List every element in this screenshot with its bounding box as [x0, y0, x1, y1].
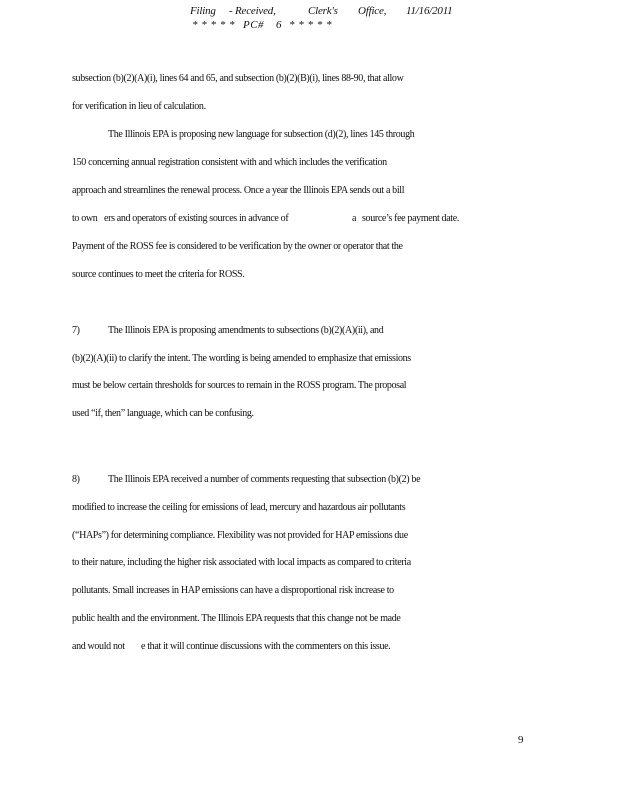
body-line: subsection (b)(2)(A)(i), lines 64 and 65, and subsection (b)(2)(B)(i), lines 88-90, that allow [72, 73, 404, 84]
body-line: and would not [72, 641, 125, 652]
body-line: The Illinois EPA received a number of comments requesting that subsection (b)(2) be [108, 474, 421, 485]
body-line: The Illinois EPA is proposing new language for subsection (d)(2), lines 145 through [108, 129, 415, 140]
body-line: approach and streamlines the renewal process. Once a year the Illinois EPA sends out a bill [72, 185, 405, 196]
body-line: Payment of the ROSS fee is considered to be verification by the owner or operator that the [72, 241, 403, 252]
stamp-pc-number: 6 [276, 19, 282, 31]
item-number-7: 7) [72, 325, 80, 336]
body-line: (“HAPs”) for determining compliance. Flexibility was not provided for HAP emissions due [72, 530, 408, 541]
stamp-pc-label: PC# [243, 19, 265, 31]
body-line: source continues to meet the criteria for ROSS. [72, 269, 245, 280]
stamp-filing: Filing [190, 5, 216, 17]
body-line: (b)(2)(A)(ii) to clarify the intent. The wording is being amended to emphasize that emissions [72, 353, 411, 364]
body-line: must be below certain thresholds for sources to remain in the ROSS program. The proposal [72, 380, 407, 391]
body-line: source’s fee payment date. [362, 213, 459, 224]
body-line: The Illinois EPA is proposing amendments to subsections (b)(2)(A)(ii), and [108, 325, 384, 336]
stamp-received: - Received, [229, 5, 276, 17]
body-line: a [352, 213, 357, 224]
stamp-clerks: Clerk's [308, 5, 338, 17]
body-line: to their nature, including the higher risk associated with local impacts as compared to criteria [72, 557, 411, 568]
stamp-stars-right: * * * * * [289, 19, 332, 31]
stamp-office: Office, [358, 5, 387, 17]
body-line: to own [72, 213, 98, 224]
body-line: for verification in lieu of calculation. [72, 101, 206, 112]
body-line: ers and operators of existing sources in advance of [104, 213, 289, 224]
page-number: 9 [518, 734, 524, 746]
stamp-date: 11/16/2011 [406, 5, 453, 17]
body-line: modified to increase the ceiling for emissions of lead, mercury and hazardous air pollutants [72, 502, 406, 513]
body-line: 150 concerning annual registration consistent with and which includes the verification [72, 157, 387, 168]
stamp-stars-left: * * * * * [192, 19, 235, 31]
item-number-8: 8) [72, 474, 80, 485]
body-line: pollutants. Small increases in HAP emissions can have a disproportional risk increase to [72, 585, 394, 596]
body-line: used “if, then” language, which can be confusing. [72, 408, 254, 419]
body-line: e that it will continue discussions with the commenters on this issue. [141, 641, 391, 652]
body-line: public health and the environment. The Illinois EPA requests that this change not be made [72, 613, 401, 624]
